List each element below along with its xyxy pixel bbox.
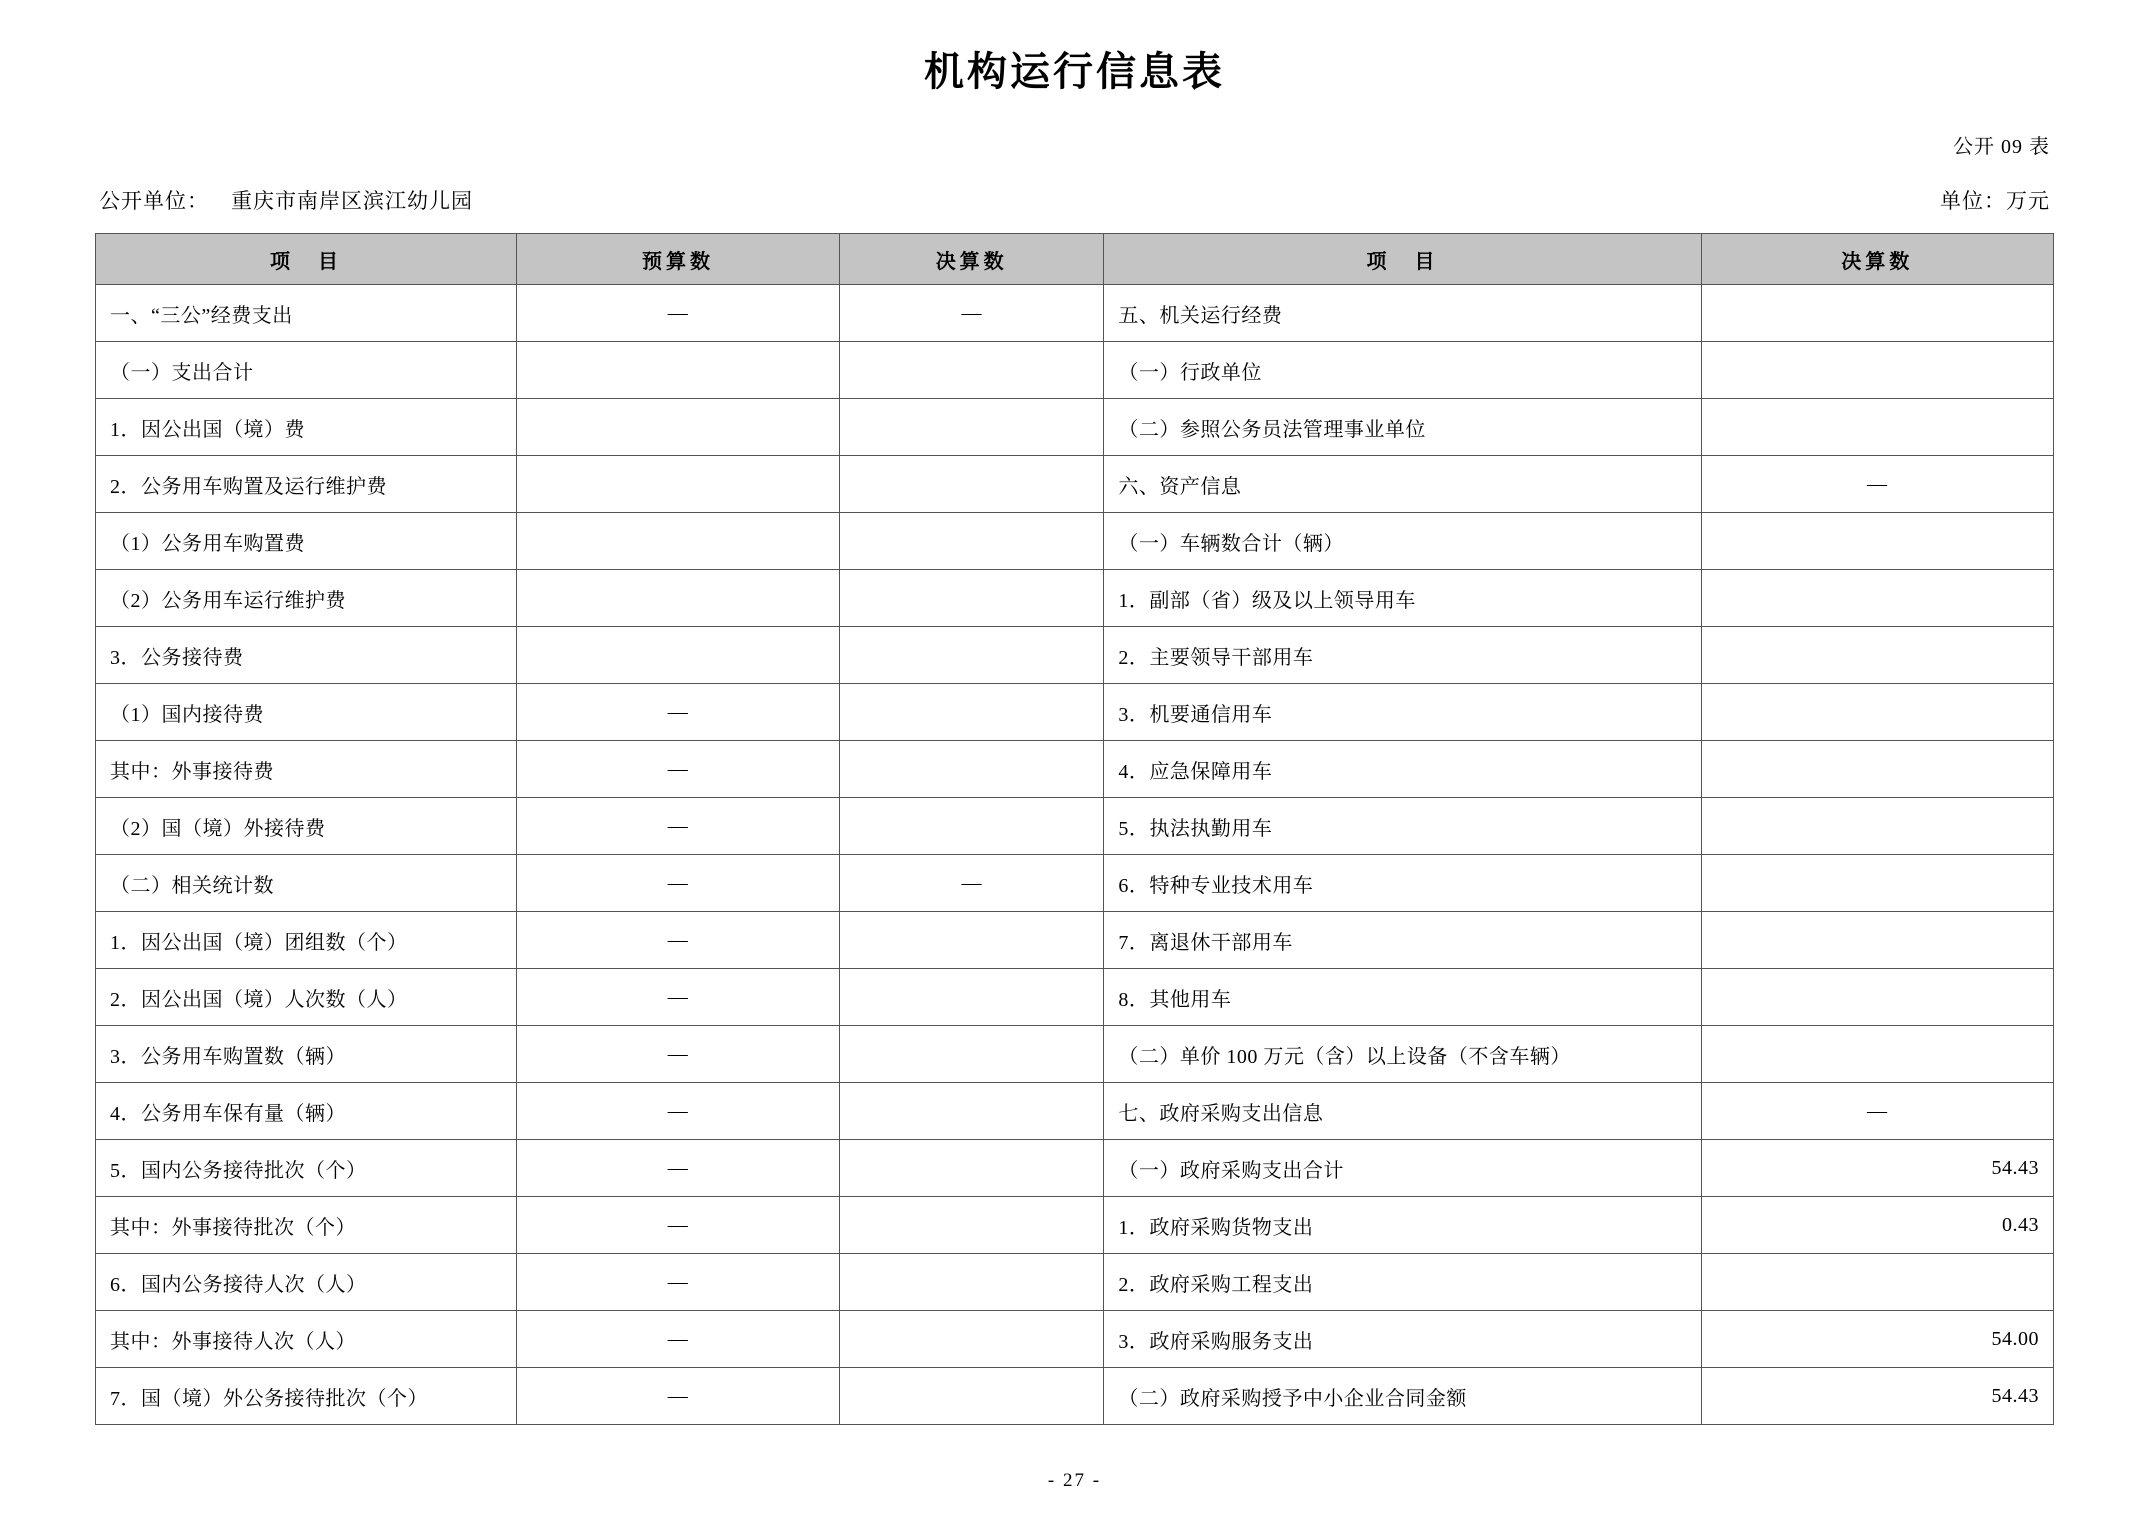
row-right-label: 六、资产信息 [1104, 456, 1701, 513]
row-right-label: 2．政府采购工程支出 [1104, 1254, 1701, 1311]
row-right-final-value [1701, 684, 2053, 741]
row-right-final-value: 54.43 [1701, 1140, 2053, 1197]
page-title: 机构运行信息表 [924, 49, 1225, 95]
row-budget-value [516, 570, 839, 627]
row-right-final-value [1701, 513, 2053, 570]
publishing-unit-name: 重庆市南岸区滨江幼儿园 [231, 189, 473, 213]
row-right-label: 4．应急保障用车 [1104, 741, 1701, 798]
row-right-label: 1．政府采购货物支出 [1104, 1197, 1701, 1254]
row-right-final-value: — [1701, 456, 2053, 513]
row-final-value [840, 513, 1104, 570]
table-row [96, 1083, 2054, 1140]
row-final-value [840, 1140, 1104, 1197]
table-row [96, 342, 2054, 399]
row-final-value [840, 456, 1104, 513]
row-right-final-value [1701, 741, 2053, 798]
row-final-value [840, 342, 1104, 399]
row-left-label: （一）支出合计 [96, 342, 517, 399]
row-right-final-value [1701, 798, 2053, 855]
row-budget-value: — [516, 1254, 839, 1311]
row-left-label: 其中：外事接待批次（个） [96, 1197, 517, 1254]
table-row [96, 285, 2054, 342]
table-row [96, 570, 2054, 627]
publishing-unit-label: 公开单位： [99, 189, 209, 213]
row-right-final-value: 54.43 [1701, 1368, 2053, 1425]
row-budget-value: — [516, 1083, 839, 1140]
row-left-label: 其中：外事接待费 [96, 741, 517, 798]
table-row [96, 1368, 2054, 1425]
row-left-label: 7．国（境）外公务接待批次（个） [96, 1368, 517, 1425]
form-number: 公开 09 表 [1953, 136, 2050, 158]
table-row [96, 855, 2054, 912]
header-budget: 预算数 [516, 234, 839, 285]
row-right-final-value [1701, 855, 2053, 912]
publishing-unit [99, 185, 473, 215]
row-right-label: 3．机要通信用车 [1104, 684, 1701, 741]
table-row [96, 798, 2054, 855]
row-right-final-value [1701, 399, 2053, 456]
row-final-value [840, 798, 1104, 855]
row-right-final-value: 0.43 [1701, 1197, 2053, 1254]
table-row [96, 1197, 2054, 1254]
table-row [96, 1140, 2054, 1197]
row-left-label: 2．因公出国（境）人次数（人） [96, 969, 517, 1026]
row-budget-value: — [516, 1368, 839, 1425]
row-right-final-value: — [1701, 1083, 2053, 1140]
row-right-label: （二）单价 100 万元（含）以上设备（不含车辆） [1104, 1026, 1701, 1083]
table-row [96, 969, 2054, 1026]
row-budget-value: — [516, 1140, 839, 1197]
row-final-value [840, 570, 1104, 627]
row-left-label: 5．国内公务接待批次（个） [96, 1140, 517, 1197]
row-right-final-value [1701, 1254, 2053, 1311]
row-final-value [840, 912, 1104, 969]
row-right-final-value [1701, 969, 2053, 1026]
amount-unit: 单位：万元 [1940, 189, 2050, 213]
row-right-label: 3．政府采购服务支出 [1104, 1311, 1701, 1368]
row-budget-value: — [516, 969, 839, 1026]
row-budget-value [516, 627, 839, 684]
row-right-final-value [1701, 285, 2053, 342]
row-right-label: （一）车辆数合计（辆） [1104, 513, 1701, 570]
row-budget-value [516, 342, 839, 399]
row-left-label: 3．公务用车购置数（辆） [96, 1026, 517, 1083]
row-final-value [840, 684, 1104, 741]
table-row [96, 741, 2054, 798]
table-row [96, 1026, 2054, 1083]
row-budget-value: — [516, 285, 839, 342]
table-row [96, 684, 2054, 741]
row-left-label: 一、“三公”经费支出 [96, 285, 517, 342]
row-left-label: 3．公务接待费 [96, 627, 517, 684]
header-right-item: 项 目 [1104, 234, 1701, 285]
row-right-label: 1．副部（省）级及以上领导用车 [1104, 570, 1701, 627]
row-budget-value [516, 513, 839, 570]
row-budget-value [516, 456, 839, 513]
row-right-label: （一）政府采购支出合计 [1104, 1140, 1701, 1197]
row-right-final-value [1701, 342, 2053, 399]
row-left-label: 4．公务用车保有量（辆） [96, 1083, 517, 1140]
row-right-label: （二）参照公务员法管理事业单位 [1104, 399, 1701, 456]
row-budget-value: — [516, 741, 839, 798]
row-left-label: 2．公务用车购置及运行维护费 [96, 456, 517, 513]
row-budget-value: — [516, 855, 839, 912]
row-final-value [840, 1368, 1104, 1425]
row-budget-value: — [516, 1197, 839, 1254]
header-right-final: 决算数 [1701, 234, 2053, 285]
row-budget-value: — [516, 798, 839, 855]
row-right-label: 2．主要领导干部用车 [1104, 627, 1701, 684]
table-row [96, 912, 2054, 969]
row-right-label: （一）行政单位 [1104, 342, 1701, 399]
row-budget-value: — [516, 684, 839, 741]
row-final-value [840, 1254, 1104, 1311]
row-final-value [840, 1197, 1104, 1254]
row-final-value [840, 1026, 1104, 1083]
row-right-label: 6．特种专业技术用车 [1104, 855, 1701, 912]
row-right-final-value [1701, 570, 2053, 627]
row-right-final-value [1701, 1026, 2053, 1083]
row-final-value: — [840, 855, 1104, 912]
row-right-label: 8．其他用车 [1104, 969, 1701, 1026]
table-row [96, 1254, 2054, 1311]
row-budget-value: — [516, 912, 839, 969]
table-row [96, 627, 2054, 684]
row-left-label: 1．因公出国（境）费 [96, 399, 517, 456]
header-left-item: 项 目 [96, 234, 517, 285]
row-left-label: 6．国内公务接待人次（人） [96, 1254, 517, 1311]
row-right-final-value [1701, 912, 2053, 969]
row-right-label: （二）政府采购授予中小企业合同金额 [1104, 1368, 1701, 1425]
row-final-value [840, 399, 1104, 456]
row-left-label: （1）国内接待费 [96, 684, 517, 741]
row-final-value [840, 627, 1104, 684]
table-row [96, 399, 2054, 456]
row-final-value [840, 1083, 1104, 1140]
row-left-label: 其中：外事接待人次（人） [96, 1311, 517, 1368]
row-right-final-value: 54.00 [1701, 1311, 2053, 1368]
row-final-value [840, 741, 1104, 798]
meta-row [95, 185, 2054, 215]
row-final-value [840, 969, 1104, 1026]
row-budget-value: — [516, 1026, 839, 1083]
table-header-row [96, 234, 2054, 285]
page-number: - 27 - [1047, 1470, 1102, 1491]
row-budget-value [516, 399, 839, 456]
row-right-final-value [1701, 627, 2053, 684]
row-left-label: （二）相关统计数 [96, 855, 517, 912]
row-left-label: （1）公务用车购置费 [96, 513, 517, 570]
table-row [96, 456, 2054, 513]
row-budget-value: — [516, 1311, 839, 1368]
row-final-value: — [840, 285, 1104, 342]
row-right-label: 七、政府采购支出信息 [1104, 1083, 1701, 1140]
table-row [96, 1311, 2054, 1368]
row-left-label: （2）国（境）外接待费 [96, 798, 517, 855]
header-final: 决算数 [840, 234, 1104, 285]
institution-operation-table [95, 233, 2054, 1425]
row-right-label: 5．执法执勤用车 [1104, 798, 1701, 855]
row-left-label: （2）公务用车运行维护费 [96, 570, 517, 627]
row-final-value [840, 1311, 1104, 1368]
row-right-label: 7．离退休干部用车 [1104, 912, 1701, 969]
table-row [96, 513, 2054, 570]
row-right-label: 五、机关运行经费 [1104, 285, 1701, 342]
row-left-label: 1．因公出国（境）团组数（个） [96, 912, 517, 969]
